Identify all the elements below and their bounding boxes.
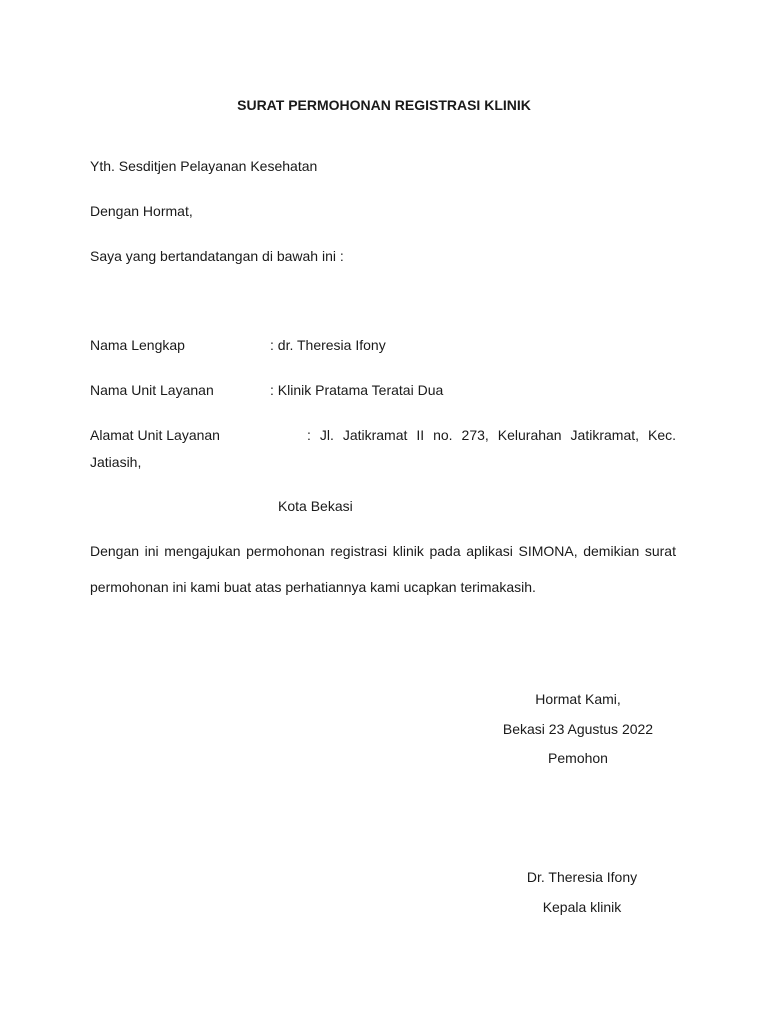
signer-name: Dr. Theresia Ifony [526, 869, 638, 885]
address-continuation: Jatiasih, [90, 454, 142, 470]
address-value: : Jl. Jatikramat II no. 273, Kelurahan Jatikramat, Kec. [307, 427, 676, 443]
signer-title: Kepala klinik [542, 899, 622, 915]
greeting-line: Dengan Hormat, [90, 203, 193, 219]
intro-line: Saya yang bertandatangan di bawah ini : [90, 248, 344, 264]
address-city: Kota Bekasi [278, 498, 353, 514]
recipient-line: Yth. Sesditjen Pelayanan Kesehatan [90, 158, 318, 174]
unit-value: : Klinik Pratama Teratai Dua [270, 382, 444, 398]
closing-role: Pemohon [548, 750, 608, 766]
closing-place-date: Bekasi 23 Agustus 2022 [502, 721, 654, 737]
body-paragraph: Dengan ini mengajukan permohonan registrasi klinik pada aplikasi SIMONA, demikian surat permohonan ini kami buat atas perhatiannya kami ucapkan terimakasih. [90, 543, 676, 595]
name-value: : dr. Theresia Ifony [270, 337, 386, 353]
letter-title: SURAT PERMOHONAN REGISTRASI KLINIK [237, 97, 531, 113]
closing-regards: Hormat Kami, [535, 691, 621, 707]
address-label: Alamat Unit Layanan [90, 427, 220, 443]
name-label: Nama Lengkap [90, 337, 185, 353]
unit-label: Nama Unit Layanan [90, 382, 214, 398]
